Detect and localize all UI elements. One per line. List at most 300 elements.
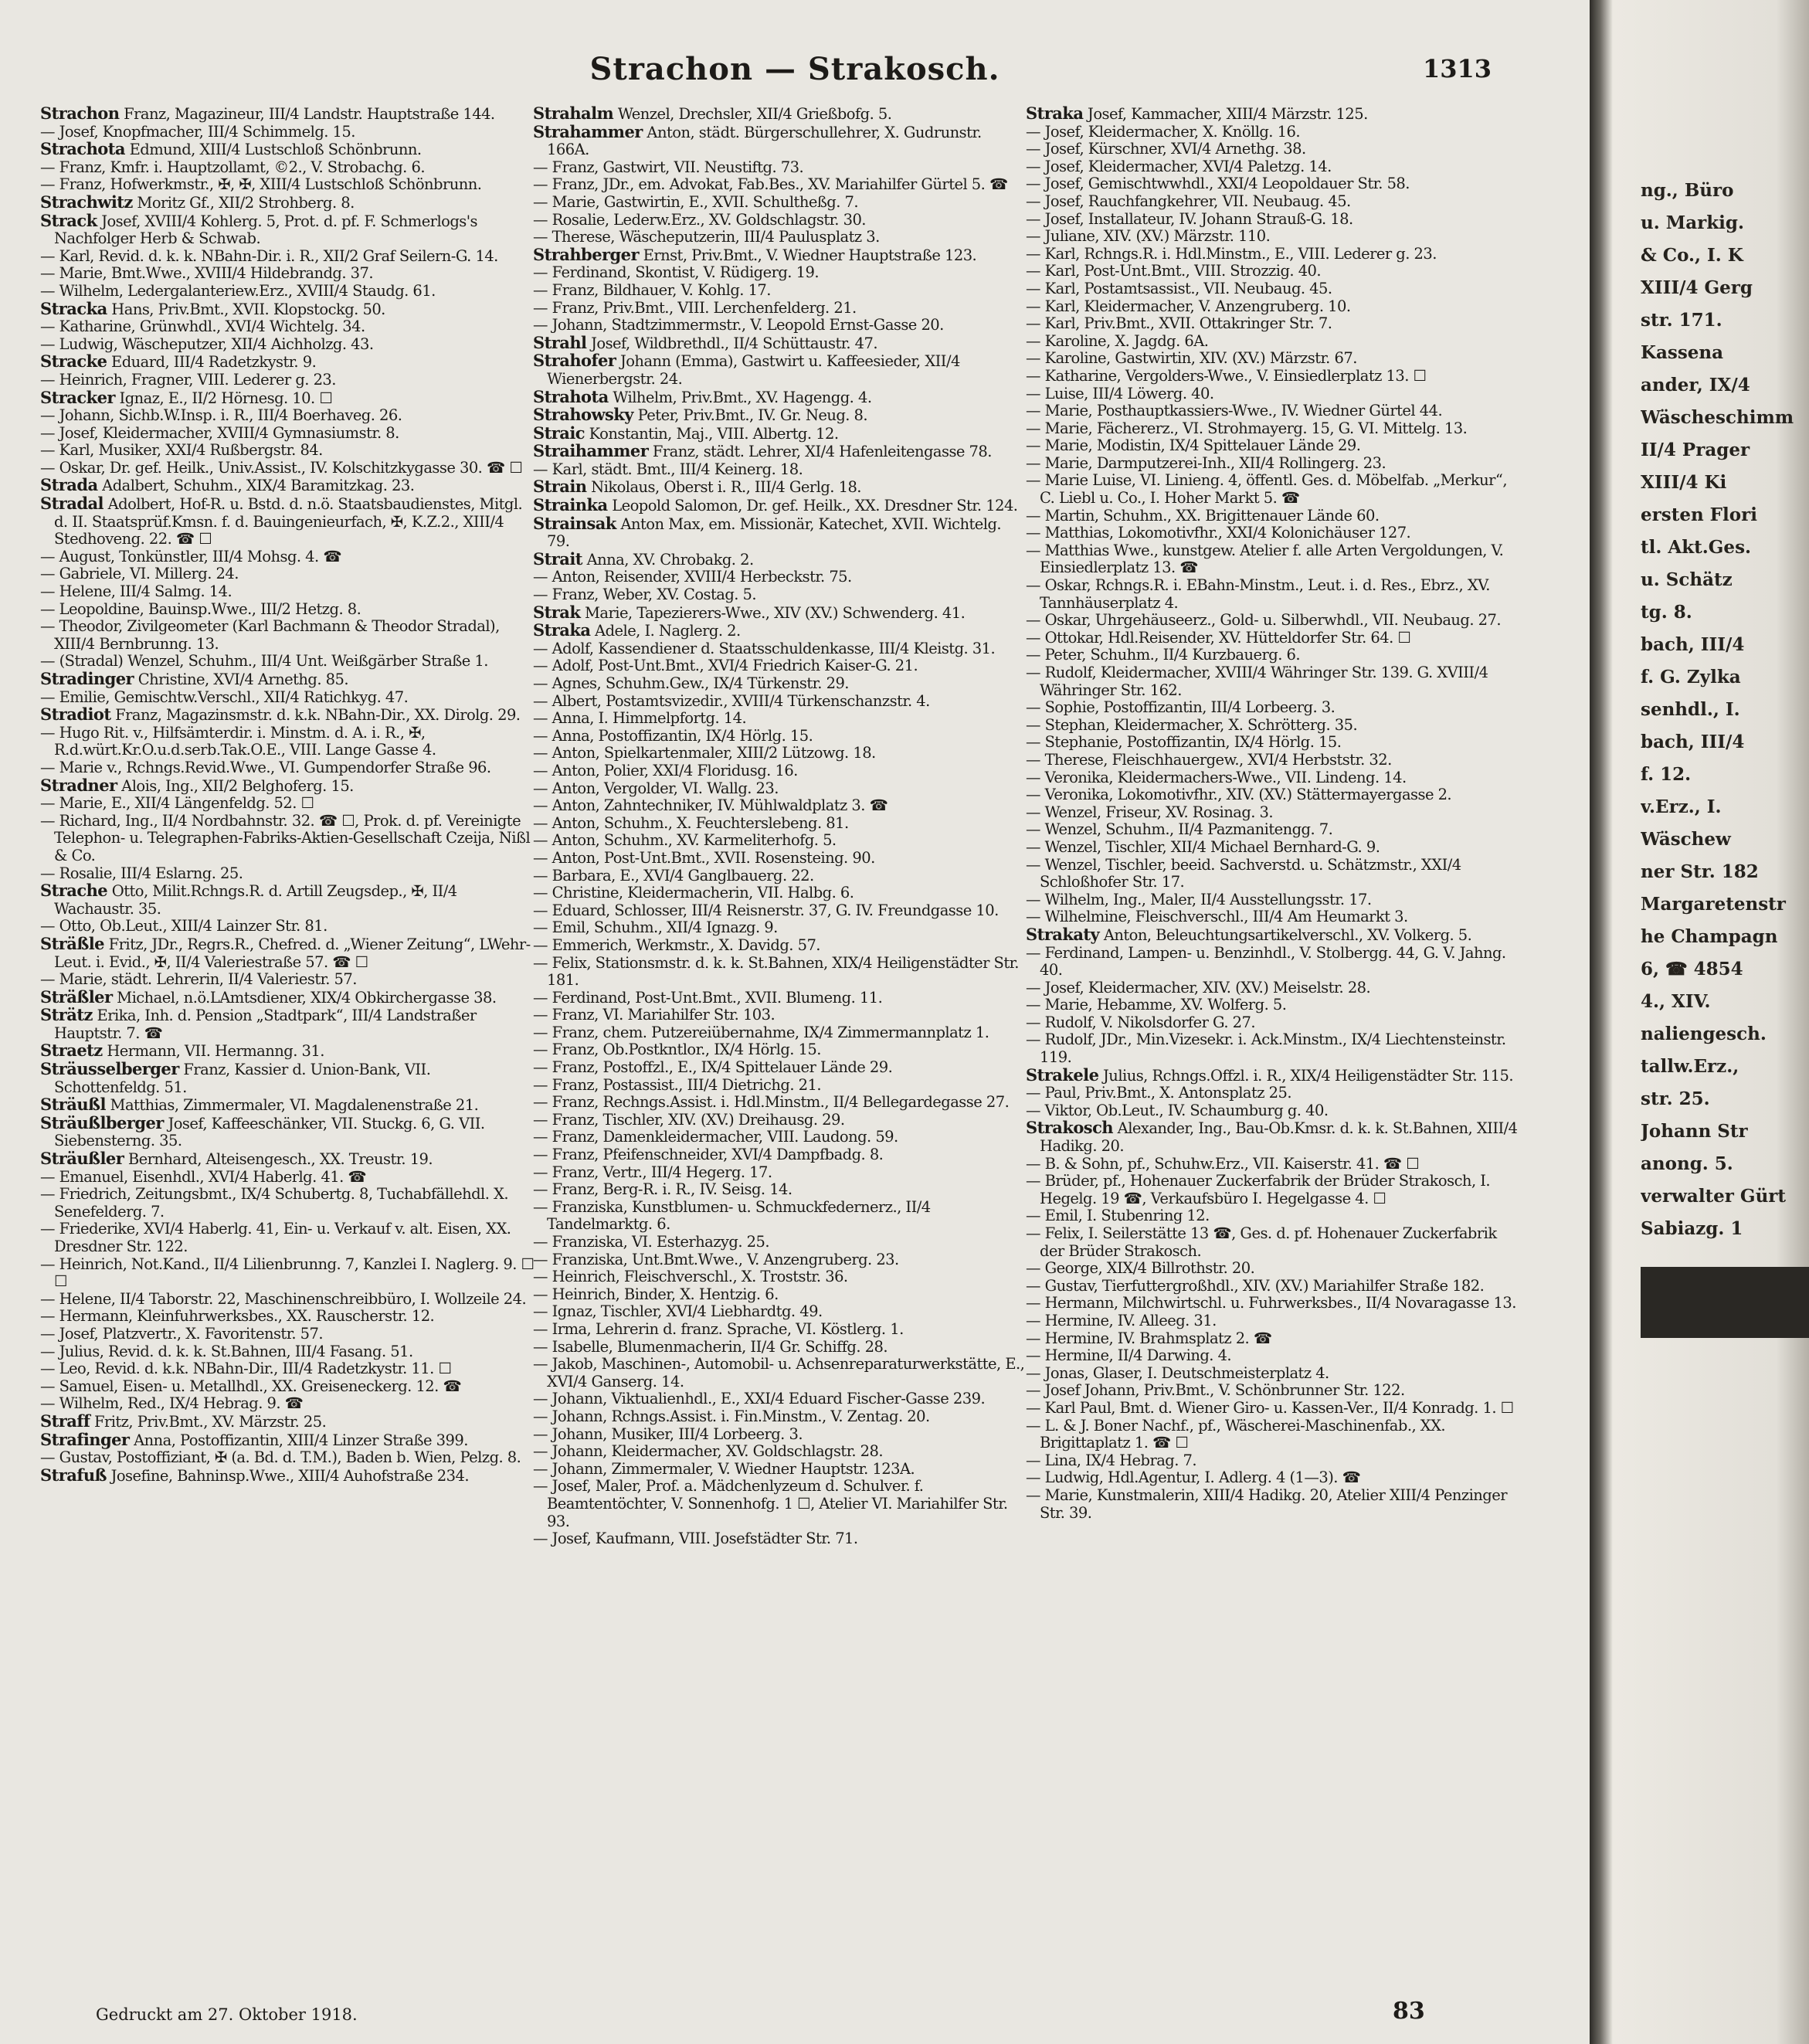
directory-entry bbox=[1026, 612, 1520, 630]
entry-text: Josef, Kammacher, XIII/4 Märzstr. 125. bbox=[1083, 105, 1368, 123]
binding-shadow bbox=[1641, 1267, 1809, 1338]
entry-text: — Marie, E., XII/4 Längenfeldg. 52. ☐ bbox=[40, 794, 314, 813]
entry-text: — Wenzel, Friseur, XV. Rosinag. 3. bbox=[1026, 803, 1274, 821]
directory-entry bbox=[1026, 1312, 1520, 1330]
directory-entry bbox=[40, 777, 535, 796]
directory-entry bbox=[40, 706, 535, 725]
entry-text: — Heinrich, Fleischverschl., X. Troststr. 36. bbox=[533, 1268, 848, 1286]
entry-surname: Strahofer bbox=[533, 351, 616, 371]
directory-entry bbox=[1026, 769, 1520, 787]
directory-entry bbox=[40, 159, 535, 177]
entry-text: — Johann, Kleidermacher, XV. Goldschlagstr. 28. bbox=[533, 1442, 883, 1461]
directory-entry bbox=[40, 1169, 535, 1187]
entry-text: — Felix, Stationsmstr. d. k. k. St.Bahnen, XIX/4 Heiligenstädter Str. 181. bbox=[533, 953, 1019, 990]
directory-entry bbox=[40, 795, 535, 813]
directory-entry bbox=[533, 1077, 1027, 1095]
directory-entry bbox=[1026, 1347, 1520, 1365]
adjacent-page-fragment: ner Str. 182 bbox=[1641, 861, 1759, 882]
adjacent-page-fragment: XIII/4 Gerg bbox=[1641, 277, 1753, 298]
directory-entry bbox=[1026, 1225, 1520, 1260]
directory-entry bbox=[40, 1042, 535, 1061]
sheet-number: 83 bbox=[1393, 1998, 1425, 2025]
entry-text: Matthias, Zimmermaler, VI. Magdalenenstraße 21. bbox=[105, 1096, 479, 1115]
entry-text: — Ferdinand, Skontist, V. Rüdigerg. 19. bbox=[533, 263, 819, 282]
directory-entry bbox=[533, 282, 1027, 300]
entry-text: — Therese, Wäscheputzerin, III/4 Paulusplatz 3. bbox=[533, 228, 880, 246]
entry-text: — Oskar, Rchngs.R. i. EBahn-Minstm., Leut. i. d. Res., Ebrz., XV. Tannhäuserplatz 4. bbox=[1026, 576, 1490, 612]
entry-text: Johann (Emma), Gastwirt u. Kaffeesieder, XII/4 Wienerbergstr. 24. bbox=[547, 352, 960, 388]
entry-text: — Oskar, Uhrgehäuseerz., Gold- u. Silberwhdl., VII. Neubaug. 27. bbox=[1026, 611, 1501, 630]
entry-text: Bernhard, Alteisengesch., XX. Treustr. 19. bbox=[124, 1150, 433, 1169]
directory-entry bbox=[533, 1461, 1027, 1479]
entry-text: — Adolf, Post-Unt.Bmt., XVI/4 Friedrich Kaiser-G. 21. bbox=[533, 657, 918, 675]
directory-entry bbox=[533, 569, 1027, 586]
directory-entry bbox=[1026, 368, 1520, 385]
entry-text: — Oskar, Dr. gef. Heilk., Univ.Assist., IV. Kolschitzkygasse 30. ☎ ☐ bbox=[40, 458, 523, 477]
directory-entry bbox=[1026, 1156, 1520, 1173]
entry-text: — Franz, Postassist., III/4 Dietrichg. 21. bbox=[533, 1075, 821, 1094]
entry-text: — Therese, Fleischhauergew., XVI/4 Herbststr. 32. bbox=[1026, 750, 1392, 769]
directory-entry bbox=[533, 902, 1027, 920]
directory-entry bbox=[40, 813, 535, 865]
entry-text: Julius, Rchngs.Offzl. i. R., XIX/4 Heiligenstädter Str. 115. bbox=[1098, 1066, 1514, 1085]
entry-text: — Hermine, II/4 Darwing. 4. bbox=[1026, 1346, 1232, 1365]
directory-entry bbox=[40, 759, 535, 777]
entry-text: — Franz, JDr., em. Advokat, Fab.Bes., XV. Mariahilfer Gürtel 5. ☎ bbox=[533, 175, 1008, 194]
directory-entry bbox=[533, 1181, 1027, 1199]
entry-text: — Hermine, IV. Brahmsplatz 2. ☎ bbox=[1026, 1329, 1272, 1347]
directory-entry bbox=[1026, 926, 1520, 945]
entry-surname: Strafinger bbox=[40, 1429, 130, 1449]
directory-entry bbox=[1026, 1207, 1520, 1225]
directory-entry bbox=[1026, 1102, 1520, 1120]
directory-entry bbox=[1026, 1452, 1520, 1470]
adjacent-page-fragment: senhdl., I. bbox=[1641, 699, 1740, 720]
directory-entry bbox=[40, 248, 535, 266]
entry-text: Anton, städt. Bürgerschullehrer, X. Gudrunstr. 166A. bbox=[547, 123, 982, 159]
directory-entry bbox=[1026, 786, 1520, 804]
directory-entry bbox=[1026, 350, 1520, 368]
page-header bbox=[0, 48, 1590, 102]
directory-entry bbox=[533, 1041, 1027, 1059]
entry-surname: Strachwitz bbox=[40, 192, 133, 212]
entry-text: Alois, Ing., XII/2 Belghoferg. 15. bbox=[117, 776, 354, 795]
entry-text: — Veronika, Kleidermachers-Wwe., VII. Lindeng. 14. bbox=[1026, 768, 1407, 786]
directory-entry bbox=[1026, 891, 1520, 909]
entry-text: — Katharine, Vergolders-Wwe., V. Einsiedlerplatz 13. ☐ bbox=[1026, 366, 1427, 385]
directory-entry bbox=[533, 815, 1027, 833]
print-date-note: Gedruckt am 27. Oktober 1918. bbox=[96, 2005, 358, 2024]
entry-text: — Karoline, Gastwirtin, XIV. (XV.) Märzstr. 67. bbox=[1026, 349, 1357, 368]
directory-entry bbox=[1026, 105, 1520, 124]
entry-text: — Josef, Knopfmacher, III/4 Schimmelg. 15. bbox=[40, 122, 355, 141]
directory-entry bbox=[40, 618, 535, 653]
directory-entry bbox=[533, 990, 1027, 1007]
directory-entry bbox=[40, 1343, 535, 1361]
entry-text: — Josef, Rauchfangkehrer, VII. Neubaug. 45. bbox=[1026, 192, 1351, 210]
entry-text: Anton, Beleuchtungsartikelverschl., XV. Volkerg. 5. bbox=[1099, 925, 1472, 944]
directory-entry bbox=[1026, 193, 1520, 211]
entry-text: — Ludwig, Wäscheputzer, XII/4 Aichholzg. 43. bbox=[40, 334, 374, 353]
adjacent-page-fragment: str. 171. bbox=[1641, 310, 1722, 331]
entry-text: — Anna, Postoffizantin, IX/4 Hörlg. 15. bbox=[533, 726, 813, 745]
directory-entry bbox=[1026, 420, 1520, 438]
entry-text: — Josef, Kürschner, XVI/4 Arnethg. 38. bbox=[1026, 140, 1306, 158]
directory-entry bbox=[533, 1321, 1027, 1339]
directory-entry bbox=[40, 425, 535, 443]
entry-text: Anton Max, em. Missionär, Katechet, XVII. Wichtelg. 79. bbox=[547, 514, 1002, 551]
entry-surname: Stradinger bbox=[40, 669, 134, 688]
entry-text: — Johann, Zimmermaler, V. Wiedner Hauptstr. 123A. bbox=[533, 1459, 915, 1478]
entry-text: — Wenzel, Tischler, XII/4 Michael Bernhard-G. 9. bbox=[1026, 837, 1380, 856]
directory-entry bbox=[1026, 333, 1520, 351]
directory-entry bbox=[40, 1395, 535, 1413]
entry-text: Hermann, VII. Hermanng. 31. bbox=[102, 1042, 324, 1061]
entry-text: — Johann, Rchngs.Assist. i. Fin.Minstm., V. Zentag. 20. bbox=[533, 1407, 930, 1425]
directory-entry bbox=[40, 336, 535, 354]
directory-entry bbox=[1026, 508, 1520, 525]
directory-entry bbox=[1026, 804, 1520, 822]
entry-text: — Barbara, E., XVI/4 Ganglbauerg. 22. bbox=[533, 866, 814, 884]
adjacent-page-fragment: v.Erz., I. bbox=[1641, 796, 1722, 817]
directory-entry bbox=[40, 583, 535, 601]
entry-text: — Franz, Gastwirt, VII. Neustiftg. 73. bbox=[533, 158, 804, 176]
directory-entry bbox=[1026, 228, 1520, 246]
directory-entry bbox=[533, 159, 1027, 177]
entry-text: — Otto, Ob.Leut., XIII/4 Lainzer Str. 81. bbox=[40, 917, 328, 935]
entry-text: — Agnes, Schuhm.Gew., IX/4 Türkenstr. 29. bbox=[533, 674, 849, 692]
directory-entry bbox=[40, 442, 535, 460]
entry-text: Anna, XV. Chrobakg. 2. bbox=[582, 550, 754, 569]
adjacent-page-fragment: u. Schätz bbox=[1641, 569, 1733, 590]
entry-text: Eduard, III/4 Radetzkystr. 9. bbox=[107, 353, 317, 372]
entry-text: — Friederike, XVI/4 Haberlg. 41, Ein- u. Verkauf v. alt. Eisen, XX. Dresdner Str. 122. bbox=[40, 1220, 511, 1255]
entry-text: Ignaz, E., II/2 Hörnesg. 10. ☐ bbox=[114, 389, 333, 407]
directory-entry bbox=[40, 265, 535, 283]
entry-text: — Isabelle, Blumenmacherin, II/4 Gr. Schiffg. 28. bbox=[533, 1337, 888, 1356]
directory-entry bbox=[40, 1308, 535, 1326]
directory-entry bbox=[40, 1291, 535, 1309]
entry-text: — Josef, Kleidermacher, XIV. (XV.) Meiselstr. 28. bbox=[1026, 978, 1371, 997]
entry-surname: Strachon bbox=[40, 105, 120, 123]
entry-text: — Helene, III/4 Salmg. 14. bbox=[40, 582, 232, 601]
directory-entry bbox=[533, 675, 1027, 693]
directory-entry bbox=[1026, 839, 1520, 857]
directory-entry bbox=[40, 1449, 535, 1467]
entry-text: — Franz, Weber, XV. Costag. 5. bbox=[533, 586, 757, 604]
directory-entry bbox=[533, 317, 1027, 334]
directory-entry bbox=[1026, 1382, 1520, 1400]
directory-entry bbox=[1026, 385, 1520, 403]
adjacent-page-fragment: ersten Flori bbox=[1641, 504, 1757, 525]
directory-entry bbox=[1026, 211, 1520, 229]
directory-entry bbox=[1026, 175, 1520, 193]
directory-column-1 bbox=[40, 105, 535, 1920]
adjacent-page-fragment: Margaretenstr bbox=[1641, 894, 1786, 915]
directory-entry bbox=[40, 986, 535, 1007]
entry-text: — Heinrich, Fragner, VIII. Lederer g. 23. bbox=[40, 370, 336, 389]
entry-surname: Strada bbox=[40, 475, 98, 495]
entry-text: — Emil, Schuhm., XII/4 Ignazg. 9. bbox=[533, 918, 778, 937]
entry-text: — Josef, Kleidermacher, XVIII/4 Gymnasiumstr. 8. bbox=[40, 423, 399, 442]
directory-entry bbox=[40, 460, 535, 477]
adjacent-page-edge bbox=[1590, 0, 1809, 2044]
entry-text: — Stephan, Kleidermacher, X. Schrötterg. 35. bbox=[1026, 715, 1358, 734]
directory-entry bbox=[40, 141, 535, 159]
entry-text: — Marie, Modistin, IX/4 Spittelauer Lände 29. bbox=[1026, 436, 1361, 455]
entry-text: — Franz, Hofwerkmstr., ✠, ✠, XIII/4 Lustschloß Schönbrunn. bbox=[40, 175, 482, 194]
entry-surname: Strahammer bbox=[533, 121, 643, 141]
directory-entry bbox=[1026, 997, 1520, 1014]
entry-text: — Anton, Schuhm., X. Feuchterslebeng. 81. bbox=[533, 813, 849, 832]
directory-entry bbox=[533, 334, 1027, 353]
entry-text: — Franz, Rechngs.Assist. i. Hdl.Minstm., II/4 Bellegardegasse 27. bbox=[533, 1093, 1010, 1112]
entry-text: — Karl, Musiker, XXI/4 Rußbergstr. 84. bbox=[40, 441, 323, 460]
page-footer bbox=[0, 1996, 1590, 2035]
directory-entry bbox=[40, 407, 535, 425]
entry-text: — Marie, Posthauptkassiers-Wwe., IV. Wiedner Gürtel 44. bbox=[1026, 402, 1443, 420]
entry-text: Christine, XVI/4 Arnethg. 85. bbox=[134, 671, 349, 688]
directory-entry bbox=[40, 1413, 535, 1431]
directory-entry bbox=[40, 1378, 535, 1396]
entry-text: Wenzel, Drechsler, XII/4 Grießbofg. 5. bbox=[613, 105, 892, 123]
entry-text: — Karl, Kleidermacher, V. Anzengruberg. 10. bbox=[1026, 297, 1351, 315]
directory-entry bbox=[1026, 455, 1520, 473]
directory-entry bbox=[533, 1390, 1027, 1408]
entry-text: Erika, Inh. d. Pension „Stadtpark“, III/4 Landstraßer Hauptstr. 7. ☎ bbox=[54, 1007, 477, 1042]
directory-entry bbox=[40, 212, 535, 248]
entry-surname: Strak bbox=[533, 602, 581, 622]
directory-entry bbox=[1026, 525, 1520, 542]
directory-entry bbox=[40, 935, 535, 971]
entry-text: — Rudolf, Kleidermacher, XVIII/4 Währinger Str. 139. G. XVIII/4 Währinger Str. 162. bbox=[1026, 664, 1488, 699]
directory-entry bbox=[533, 1426, 1027, 1444]
entry-text: Konstantin, Maj., VIII. Albertg. 12. bbox=[585, 424, 839, 443]
directory-entry bbox=[533, 937, 1027, 955]
directory-entry bbox=[533, 1094, 1027, 1112]
entry-text: — Franz, Ob.Postkntlor., IX/4 Hörlg. 15. bbox=[533, 1041, 821, 1059]
entry-text: — Josef, Gemischtwwhdl., XXI/4 Leopoldauer Str. 58. bbox=[1026, 175, 1410, 193]
entry-text: Franz, Magazinsmstr. d. k.k. NBahn-Dir., XX. Dirolg. 29. bbox=[110, 706, 521, 725]
entry-surname: Sträßler bbox=[40, 986, 113, 1007]
directory-entry bbox=[1026, 699, 1520, 717]
entry-text: Leopold Salomon, Dr. gef. Heilk., XX. Dresdner Str. 124. bbox=[607, 497, 1018, 515]
directory-entry bbox=[1026, 472, 1520, 507]
directory-entry bbox=[533, 386, 1027, 407]
directory-entry bbox=[40, 882, 535, 918]
entry-surname: Strahowsky bbox=[533, 405, 633, 425]
directory-entry bbox=[533, 850, 1027, 868]
directory-entry bbox=[40, 353, 535, 372]
directory-entry bbox=[533, 586, 1027, 604]
directory-entry bbox=[40, 194, 535, 212]
entry-text: — Helene, II/4 Taborstr. 22, Maschinenschreibbüro, I. Wollzeile 24. bbox=[40, 1289, 527, 1308]
entry-text: — Franz, Bildhauer, V. Kohlg. 17. bbox=[533, 280, 771, 299]
directory-column-3 bbox=[1026, 105, 1520, 1920]
adjacent-page-fragment: naliengesch. bbox=[1641, 1024, 1767, 1044]
directory-entry bbox=[533, 1146, 1027, 1164]
entry-text: Ernst, Priv.Bmt., V. Wiedner Hauptstraße 123. bbox=[638, 246, 977, 264]
directory-entry bbox=[533, 1356, 1027, 1390]
entry-text: — L. & J. Boner Nachf., pf., Wäscherei-Maschinenfab., XX. Brigittaplatz 1. ☎ ☐ bbox=[1026, 1416, 1446, 1452]
adjacent-page-fragment: XIII/4 Ki bbox=[1641, 472, 1727, 493]
entry-text: — Lina, IX/4 Hebrag. 7. bbox=[1026, 1451, 1197, 1469]
directory-entry bbox=[40, 477, 535, 495]
entry-text: — Ferdinand, Lampen- u. Benzinhdl., V. Stolbergg. 44, G. V. Jahng. 40. bbox=[1026, 943, 1506, 980]
entry-text: — Gustav, Postoffiziant, ✠ (a. Bd. d. T.M.), Baden b. Wien, Pelzg. 8. bbox=[40, 1448, 521, 1467]
directory-entry bbox=[1026, 315, 1520, 333]
entry-text: Hans, Priv.Bmt., XVII. Klopstockg. 50. bbox=[107, 300, 385, 318]
entry-text: — Wilhelm, Ing., Maler, II/4 Ausstellungsstr. 17. bbox=[1026, 890, 1372, 908]
directory-entry bbox=[40, 565, 535, 583]
entry-text: — Leo, Revid. d. k.k. NBahn-Dir., III/4 Radetzkystr. 11. ☐ bbox=[40, 1360, 452, 1378]
directory-entry bbox=[1026, 577, 1520, 612]
directory-entry bbox=[40, 176, 535, 194]
entry-text: — Franziska, Kunstblumen- u. Schmuckfedernerz., II/4 Tandelmarktg. 6. bbox=[533, 1197, 931, 1234]
directory-entry bbox=[533, 443, 1027, 461]
adjacent-page-fragment: Johann Str bbox=[1641, 1121, 1748, 1142]
entry-text: Anna, Postoffizantin, XIII/4 Linzer Straße 399. bbox=[129, 1431, 468, 1449]
adjacent-page-fragment: bach, III/4 bbox=[1641, 732, 1745, 752]
entry-text: — Karl, Priv.Bmt., XVII. Ottakringer Str. 7. bbox=[1026, 314, 1332, 333]
page-number: 1313 bbox=[1422, 54, 1492, 83]
entry-text: — Anna, I. Himmelpfortg. 14. bbox=[533, 709, 747, 728]
directory-entry bbox=[1026, 980, 1520, 997]
directory-entry bbox=[1026, 280, 1520, 298]
directory-entry bbox=[533, 229, 1027, 246]
entry-text: — Josef, Installateur, IV. Johann Strauß-G. 18. bbox=[1026, 209, 1353, 228]
entry-surname: Stradner bbox=[40, 775, 117, 795]
entry-text: — Matthias, Lokomotivfhr., XXI/4 Kolonichäuser 127. bbox=[1026, 524, 1411, 542]
directory-entry bbox=[40, 1467, 535, 1485]
entry-surname: Sträußl bbox=[40, 1095, 106, 1115]
entry-text: — Franziska, VI. Esterhazyg. 25. bbox=[533, 1233, 769, 1251]
entry-surname: Straff bbox=[40, 1411, 90, 1431]
directory-entry bbox=[1026, 542, 1520, 577]
directory-entry bbox=[533, 1286, 1027, 1304]
entry-text: — Johann, Viktualienhdl., E., XXI/4 Eduard Fischer-Gasse 239. bbox=[533, 1390, 986, 1408]
entry-surname: Stradal bbox=[40, 494, 104, 514]
entry-text: — Julius, Revid. d. k. k. St.Bahnen, III/4 Fasang. 51. bbox=[40, 1342, 413, 1360]
adjacent-page-fragment: tallw.Erz., bbox=[1641, 1056, 1739, 1077]
entry-text: — Jakob, Maschinen-, Automobil- u. Achsenreparaturwerkstätte, E., XVI/4 Ganserg. 14. bbox=[533, 1355, 1025, 1390]
entry-text: — Franz, Pfeifenschneider, XVI/4 Dampfbadg. 8. bbox=[533, 1146, 884, 1164]
directory-entry bbox=[533, 425, 1027, 443]
entry-text: — Marie Luise, VI. Linieng. 4, öffentl. Ges. d. Möbelfab. „Merkur“, C. Liebl u. Co., I. Hoher Markt 5. ☎ bbox=[1026, 471, 1507, 508]
directory-entry bbox=[533, 1303, 1027, 1321]
entry-surname: Stracker bbox=[40, 387, 115, 407]
directory-entry bbox=[40, 1360, 535, 1378]
entry-text: Josef, XVIII/4 Kohlerg. 5, Prot. d. pf. F. Schmerlogs's Nachfolger Herb & Schwab. bbox=[54, 212, 477, 248]
directory-entry bbox=[1026, 437, 1520, 455]
entry-text: — Ludwig, Hdl.Agentur, I. Adlerg. 4 (1—3). ☎ bbox=[1026, 1468, 1361, 1487]
directory-entry bbox=[533, 406, 1027, 425]
directory-entry bbox=[1026, 263, 1520, 280]
entry-text: — Theodor, Zivilgeometer (Karl Bachmann & Theodor Stradal), XIII/4 Bernbrunng. 13. bbox=[40, 617, 500, 653]
adjacent-page-fragment: & Co., I. K bbox=[1641, 245, 1743, 266]
entry-text: Josefine, Bahninsp.Wwe., XIII/4 Auhofstraße 234. bbox=[106, 1466, 469, 1485]
directory-entry bbox=[533, 604, 1027, 623]
entry-text: — Eduard, Schlosser, III/4 Reisnerstr. 37, G. IV. Freundgasse 10. bbox=[533, 901, 999, 919]
directory-entry bbox=[533, 194, 1027, 212]
adjacent-page-fragment: 4., XIV. bbox=[1641, 991, 1711, 1012]
entry-text: — Juliane, XIV. (XV.) Märzstr. 110. bbox=[1026, 227, 1271, 246]
directory-entry bbox=[1026, 158, 1520, 176]
entry-text: — Anton, Post-Unt.Bmt., XVII. Rosensteing. 90. bbox=[533, 848, 875, 867]
entry-text: — Emilie, Gemischtw.Verschl., XII/4 Ratichkyg. 47. bbox=[40, 688, 409, 706]
entry-text: — Anton, Schuhm., XV. Karmeliterhofg. 5. bbox=[533, 831, 837, 850]
entry-text: Peter, Priv.Bmt., IV. Gr. Neug. 8. bbox=[633, 406, 868, 425]
entry-text: Nikolaus, Oberst i. R., III/4 Gerlg. 18. bbox=[586, 478, 861, 497]
entry-text: — Karl, Rchngs.R. i. Hdl.Minstm., E., VIII. Lederer g. 23. bbox=[1026, 244, 1437, 263]
directory-entry bbox=[1026, 647, 1520, 664]
entry-text: — Richard, Ing., II/4 Nordbahnstr. 32. ☎ ☐, Prok. d. pf. Vereinigte Telephon- u. Telegraphen-Fabriks-Aktien-Gesellschaft Czeija, Nißl & Co. bbox=[40, 811, 531, 864]
entry-text: — Josef Johann, Priv.Bmt., V. Schönbrunner Str. 122. bbox=[1026, 1381, 1405, 1400]
entry-text: Michael, n.ö.LAmtsdiener, XIX/4 Obkirchergasse 38. bbox=[112, 988, 497, 1007]
directory-entry bbox=[1026, 1173, 1520, 1207]
entry-text: — (Stradal) Wenzel, Schuhm., III/4 Unt. Weißgärber Straße 1. bbox=[40, 652, 488, 671]
entry-text: — Franz, Damenkleidermacher, VIII. Laudong. 59. bbox=[533, 1128, 898, 1146]
adjacent-page-fragments bbox=[1641, 0, 1809, 2044]
directory-entry bbox=[1026, 630, 1520, 647]
directory-entry bbox=[533, 1443, 1027, 1461]
directory-entry bbox=[40, 689, 535, 707]
directory-entry bbox=[533, 1007, 1027, 1024]
entry-text: Franz, Kassier d. Union-Bank, VII. Schottenfeldg. 51. bbox=[54, 1061, 431, 1096]
directory-entry bbox=[40, 1431, 535, 1450]
entry-text: Josef, Wildbrethdl., II/4 Schüttaustr. 47. bbox=[586, 334, 878, 352]
entry-text: — Anton, Reisender, XVIII/4 Herbeckstr. 75. bbox=[533, 568, 852, 586]
entry-text: Alexander, Ing., Bau-Ob.Kmsr. d. k. k. St.Bahnen, XIII/4 Hadikg. 20. bbox=[1040, 1119, 1518, 1156]
directory-column-2 bbox=[533, 105, 1027, 1920]
entry-text: — Brüder, pf., Hohenauer Zuckerfabrik der Brüder Strakosch, I. Hegelg. 19 ☎, Verkaufsbüro I. Hegelgasse 4. ☐ bbox=[1026, 1172, 1491, 1207]
entry-text: — Hugo Rit. v., Hilfsämterdir. i. Minstm. d. A. i. R., ✠, R.d.würt.Kr.O.u.d.serb.Tak.O.E., VIII. Lange Gasse 4. bbox=[40, 723, 436, 759]
entry-text: — Franz, Kmfr. i. Hauptzollamt, ©2., V. Strobachg. 6. bbox=[40, 158, 425, 176]
entry-text: — Josef, Maler, Prof. a. Mädchenlyzeum d. Schulver. f. Beamtentöchter, V. Sonnenhofg. 1 ☐, Atelier VI. Mariahilfer Str. 93. bbox=[533, 1477, 1008, 1530]
entry-text: Franz, städt. Lehrer, XI/4 Hafenleitengasse 78. bbox=[648, 443, 992, 461]
entry-text: Adolbert, Hof-R. u. Bstd. d. n.ö. Staatsbaudienstes, Mitgl. d. II. Staatsprüf.Kmsn. f. d. Bauingenieurfach, ✠, K.Z.2., XIII/4 Stedhoveng. 22. ☎ ☐ bbox=[54, 495, 523, 548]
entry-text: Josef, Kaffeeschänker, VII. Stuckg. 6, G. VII. Siebensterng. 35. bbox=[54, 1114, 485, 1150]
directory-entry bbox=[1026, 141, 1520, 158]
adjacent-page-fragment: Sabiazg. 1 bbox=[1641, 1218, 1743, 1239]
directory-entry bbox=[40, 283, 535, 300]
entry-text: — Josef, Kleidermacher, XVI/4 Paletzg. 14. bbox=[1026, 157, 1332, 175]
directory-entry bbox=[1026, 124, 1520, 141]
directory-entry bbox=[1026, 1365, 1520, 1383]
entry-text: — Hermine, IV. Alleeg. 31. bbox=[1026, 1311, 1217, 1329]
entry-text: — Johann, Musiker, III/4 Lorbeerg. 3. bbox=[533, 1424, 803, 1443]
directory-entry bbox=[533, 622, 1027, 640]
entry-text: — Luise, III/4 Löwerg. 40. bbox=[1026, 384, 1214, 402]
entry-surname: Strahl bbox=[533, 332, 587, 352]
adjacent-page-fragment: Wäscheschimm bbox=[1641, 407, 1794, 428]
directory-entry bbox=[40, 601, 535, 619]
directory-entry bbox=[533, 1129, 1027, 1146]
entry-text: — Christine, Kleidermacherin, VII. Halbg. 6. bbox=[533, 884, 854, 902]
entry-text: — Rudolf, V. Nikolsdorfer G. 27. bbox=[1026, 1013, 1255, 1031]
adjacent-page-fragment: II/4 Prager bbox=[1641, 440, 1750, 460]
directory-entry bbox=[40, 1186, 535, 1221]
entry-text: Otto, Milit.Rchngs.R. d. Artill Zeugsdep., ✠, II/4 Wachaustr. 35. bbox=[54, 882, 457, 918]
directory-entry bbox=[40, 1326, 535, 1343]
entry-surname: Straetz bbox=[40, 1041, 103, 1061]
directory-entry bbox=[533, 1024, 1027, 1042]
directory-entry bbox=[40, 1150, 535, 1169]
directory-entry bbox=[533, 1059, 1027, 1077]
entry-text: — Wilhelm, Red., IX/4 Hebrag. 9. ☎ bbox=[40, 1394, 304, 1413]
directory-entry bbox=[40, 1096, 535, 1115]
entry-text: — Anton, Vergolder, VI. Wallg. 23. bbox=[533, 779, 779, 797]
